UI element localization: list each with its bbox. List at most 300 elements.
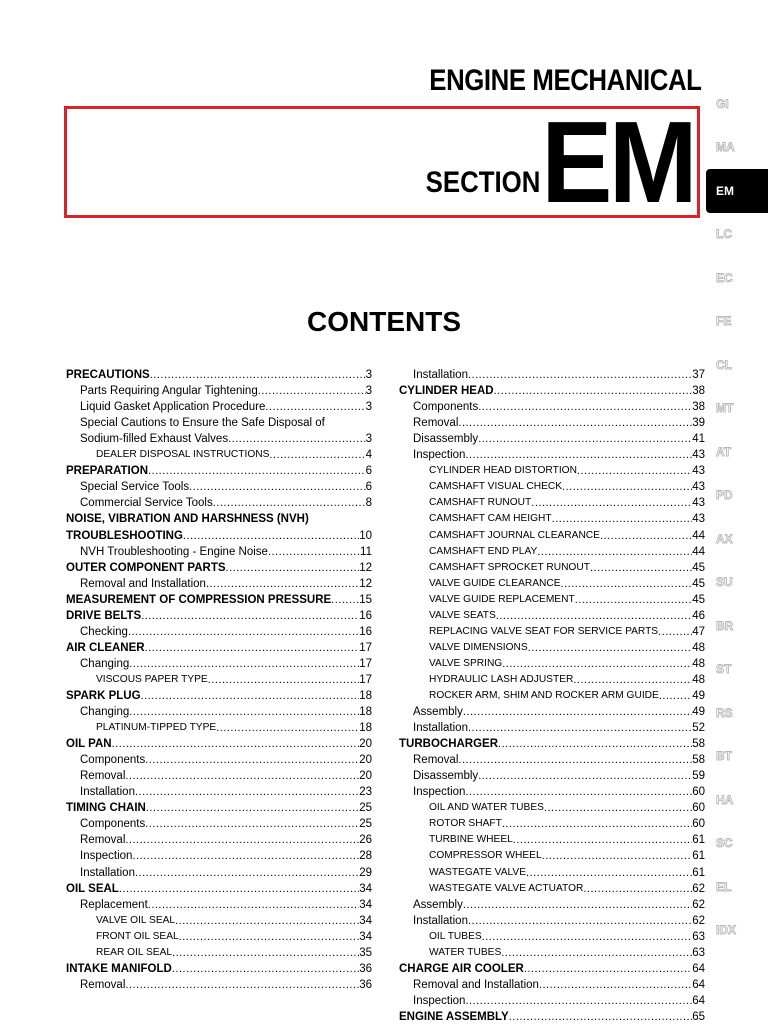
toc-entry-page: 38 (692, 401, 705, 414)
toc-entry[interactable] (66, 881, 372, 897)
toc-entry-page: 36 (359, 962, 372, 975)
toc-entry-title: HYDRAULIC LASH ADJUSTER (429, 673, 574, 685)
toc-entry[interactable] (399, 527, 705, 543)
toc-entry-title: PLATINUM-TIPPED TYPE (96, 722, 217, 734)
toc-entry[interactable] (399, 672, 705, 688)
toc-entry-page: 8 (365, 497, 372, 510)
toc-entry[interactable] (399, 688, 705, 704)
toc-dot-leader (494, 383, 693, 399)
toc-entry[interactable] (399, 367, 705, 383)
toc-entry-title: Installation (80, 786, 135, 799)
toc-entry[interactable] (399, 1009, 705, 1025)
toc-entry-title: ROTOR SHAFT (429, 818, 502, 830)
toc-entry-title: CAMSHAFT SPROCKET RUNOUT (429, 561, 590, 573)
toc-entry-title: TURBOCHARGER (399, 738, 499, 751)
section-tab-ha[interactable]: HA (716, 792, 734, 807)
toc-entry-page: 64 (692, 962, 705, 975)
toc-entry[interactable] (66, 592, 372, 608)
contents-heading: CONTENTS (307, 306, 461, 337)
toc-entry-page: 61 (692, 866, 705, 879)
toc-entry-page: 25 (359, 802, 372, 815)
toc-entry-page: 63 (692, 946, 705, 959)
toc-entry-page: 4 (365, 449, 372, 462)
toc-entry[interactable] (66, 752, 372, 768)
toc-dot-leader (228, 431, 366, 447)
toc-entry-title: DEALER DISPOSAL INSTRUCTIONS (96, 449, 270, 461)
toc-entry[interactable] (399, 945, 705, 961)
toc-entry-page: 49 (692, 689, 705, 702)
toc-entry-page: 28 (359, 850, 372, 863)
toc-entry-page: 48 (692, 673, 705, 686)
section-tab-em[interactable]: EM (706, 169, 768, 213)
toc-entry[interactable] (66, 495, 372, 511)
toc-entry[interactable] (66, 929, 372, 945)
toc-entry[interactable] (66, 463, 372, 479)
toc-entry[interactable] (399, 832, 705, 848)
toc-entry-page: 43 (692, 449, 705, 462)
toc-dot-leader (496, 608, 692, 624)
toc-dot-leader (135, 865, 359, 881)
section-code: EM (541, 97, 694, 227)
section-tab-sc[interactable]: SC (716, 836, 733, 851)
toc-entry-page: 18 (359, 722, 372, 735)
toc-entry-page: 47 (692, 625, 705, 638)
toc-entry-page: 43 (692, 465, 705, 478)
toc-entry-page: 17 (359, 657, 372, 670)
toc-entry-title: Removal and Installation (413, 978, 539, 991)
toc-entry-page: 3 (365, 385, 372, 398)
toc-entry-page: 37 (692, 369, 705, 382)
toc-entry[interactable] (66, 399, 372, 415)
toc-dot-leader (128, 624, 359, 640)
toc-entry[interactable] (399, 576, 705, 592)
toc-entry[interactable] (399, 447, 705, 463)
toc-dot-leader (189, 479, 366, 495)
toc-entry-page: 44 (692, 545, 705, 558)
toc-entry[interactable] (66, 447, 372, 463)
toc-entry-title: PRECAUTIONS (66, 369, 150, 382)
section-tab-idx[interactable]: IDX (716, 923, 737, 938)
toc-dot-leader (542, 848, 693, 864)
toc-entry-title: Parts Requiring Angular Tightening (80, 385, 258, 398)
toc-entry-title: TROUBLESHOOTING (66, 529, 183, 542)
toc-dot-leader (465, 993, 692, 1009)
toc-entry[interactable] (66, 961, 372, 977)
toc-dot-leader (129, 704, 359, 720)
toc-entry-title: Removal and Installation (80, 577, 206, 590)
section-tabs (706, 82, 768, 952)
toc-dot-leader (502, 656, 692, 672)
toc-entry-title: Sodium-filled Exhaust Valves (80, 433, 229, 446)
toc-dot-leader (331, 592, 359, 608)
toc-entry-page: 18 (359, 706, 372, 719)
toc-entry-title: OIL PAN (66, 738, 112, 751)
toc-entry-title: Installation (413, 722, 468, 735)
toc-entry-page: 62 (692, 914, 705, 927)
toc-entry[interactable] (399, 431, 705, 447)
toc-dot-leader (524, 961, 692, 977)
toc-entry-title: WATER TUBES (429, 946, 502, 958)
toc-entry[interactable] (399, 624, 705, 640)
toc-dot-leader (145, 816, 359, 832)
toc-entry-page: 45 (692, 593, 705, 606)
section-tab-mt[interactable]: MT (716, 401, 734, 416)
toc-entry[interactable] (399, 993, 705, 1009)
toc-entry[interactable] (66, 560, 372, 576)
toc-dot-leader (531, 495, 692, 511)
section-tab-ec[interactable]: EC (716, 270, 733, 285)
toc-entry-page: 39 (692, 417, 705, 430)
toc-entry-title: WASTEGATE VALVE (429, 866, 526, 878)
toc-dot-leader (141, 608, 359, 624)
toc-dot-leader (478, 399, 692, 415)
toc-entry-title: CAMSHAFT END PLAY (429, 545, 538, 557)
toc-dot-leader (125, 832, 359, 848)
toc-entry-title: VALVE SEATS (429, 609, 496, 621)
toc-dot-leader (463, 704, 692, 720)
toc-entry-page: 43 (692, 481, 705, 494)
toc-entry-title: VISCOUS PAPER TYPE (96, 673, 208, 685)
toc-dot-leader (465, 447, 692, 463)
toc-entry[interactable] (66, 768, 372, 784)
toc-entry-title: VALVE GUIDE REPLACEMENT (429, 593, 575, 605)
toc-dot-leader (216, 720, 359, 736)
section-tab-bt[interactable]: BT (716, 749, 732, 764)
toc-entry-title: CAMSHAFT JOURNAL CLEARANCE (429, 529, 600, 541)
toc-dot-leader (135, 784, 359, 800)
toc-entry-page: 16 (359, 625, 372, 638)
toc-entry-title: TURBINE WHEEL (429, 834, 513, 846)
toc-entry-page: 6 (365, 465, 372, 478)
toc-entry-title: PREPARATION (66, 465, 148, 478)
toc-entry-title: CHARGE AIR COOLER (399, 962, 524, 975)
toc-entry-title: Inspection (80, 850, 133, 863)
toc-entry-page: 43 (692, 497, 705, 510)
toc-entry-title: CAMSHAFT VISUAL CHECK (429, 481, 563, 493)
toc-entry-page: 20 (359, 770, 372, 783)
toc-entry[interactable] (399, 816, 705, 832)
toc-entry[interactable] (66, 945, 372, 961)
section-tab-lc[interactable]: LC (716, 227, 732, 242)
toc-entry-page: 26 (359, 834, 372, 847)
section-tab-st[interactable]: ST (716, 662, 732, 677)
toc-entry[interactable] (66, 367, 372, 383)
toc-entry[interactable] (66, 608, 372, 624)
toc-entry-title: Removal (80, 770, 126, 783)
toc-dot-leader (539, 977, 692, 993)
toc-entry-page: 45 (692, 577, 705, 590)
toc-entry-title: Installation (80, 866, 135, 879)
toc-entry-page: 34 (359, 914, 372, 927)
toc-entry[interactable] (66, 656, 372, 672)
toc-entry[interactable] (66, 688, 372, 704)
toc-entry[interactable] (399, 977, 705, 993)
toc-entry[interactable] (399, 929, 705, 945)
toc-entry-title: MEASUREMENT OF COMPRESSION PRESSURE (66, 593, 332, 606)
section-tab-fe[interactable]: FE (716, 314, 732, 329)
toc-entry-title: OIL AND WATER TUBES (429, 802, 544, 814)
toc-entry-page: 3 (365, 401, 372, 414)
toc-entry-title: Special Cautions to Ensure the Safe Disposal of (80, 417, 325, 430)
toc-entry-title: Inspection (413, 786, 466, 799)
toc-entry-page: 48 (692, 641, 705, 654)
toc-dot-leader (129, 656, 359, 672)
toc-entry-title: OUTER COMPONENT PARTS (66, 561, 226, 574)
toc-entry-title: DRIVE BELTS (66, 609, 142, 622)
toc-entry[interactable] (66, 415, 372, 431)
toc-dot-leader (175, 913, 359, 929)
toc-entry-title: Checking (80, 625, 128, 638)
toc-dot-leader (458, 415, 692, 431)
toc-entry[interactable] (66, 704, 372, 720)
toc-entry-title: ROCKER ARM, SHIM AND ROCKER ARM GUIDE (429, 689, 659, 701)
toc-dot-leader (150, 367, 366, 383)
toc-entry[interactable] (66, 913, 372, 929)
toc-dot-leader (208, 672, 359, 688)
toc-entry-page: 34 (359, 930, 372, 943)
toc-entry-page: 43 (692, 513, 705, 526)
toc-dot-leader (465, 784, 692, 800)
toc-entry-page: 3 (365, 369, 372, 382)
toc-entry[interactable] (399, 399, 705, 415)
toc-entry-title: AIR CLEANER (66, 641, 145, 654)
toc-dot-leader (526, 865, 692, 881)
toc-entry[interactable] (66, 544, 372, 560)
toc-entry-page: 15 (359, 593, 372, 606)
section-tab-cl[interactable]: CL (716, 357, 732, 372)
toc-entry-title: Removal (413, 417, 459, 430)
toc-dot-leader (265, 399, 365, 415)
section-tab-br[interactable]: BR (716, 618, 734, 633)
toc-entry-title: Disassembly (413, 770, 479, 783)
toc-entry-page: 38 (692, 385, 705, 398)
toc-entry-page: 64 (692, 994, 705, 1007)
toc-entry[interactable] (66, 527, 372, 543)
toc-entry[interactable] (66, 640, 372, 656)
toc-entry[interactable] (66, 736, 372, 752)
toc-dot-leader (513, 832, 692, 848)
toc-entry[interactable] (66, 977, 372, 993)
toc-entry[interactable] (399, 415, 705, 431)
toc-entry-page: 44 (692, 529, 705, 542)
toc-entry[interactable] (399, 897, 705, 913)
toc-entry-title: Removal (413, 754, 459, 767)
toc-dot-leader (183, 528, 359, 544)
toc-dot-leader (478, 431, 692, 447)
toc-entry-page: 58 (692, 738, 705, 751)
toc-dot-leader (268, 544, 360, 560)
toc-entry-title: Changing (80, 706, 130, 719)
toc-entry[interactable] (66, 800, 372, 816)
toc-entry[interactable] (399, 736, 705, 752)
toc-entry-title: CYLINDER HEAD (399, 385, 494, 398)
toc-dot-leader (502, 816, 692, 832)
toc-entry-page: 62 (692, 898, 705, 911)
toc-dot-leader (501, 945, 692, 961)
toc-dot-leader (269, 447, 365, 463)
toc-entry[interactable] (399, 784, 705, 800)
section-tab-ax[interactable]: AX (716, 531, 733, 546)
toc-entry[interactable] (399, 848, 705, 864)
toc-entry-page: 16 (359, 609, 372, 622)
toc-entry[interactable] (399, 463, 705, 479)
toc-entry[interactable] (399, 479, 705, 495)
section-tab-su[interactable]: SU (716, 575, 733, 590)
toc-entry-page: 34 (359, 882, 372, 895)
toc-entry[interactable] (399, 640, 705, 656)
toc-entry-title: SPARK PLUG (66, 689, 141, 702)
toc-entry[interactable] (66, 848, 372, 864)
toc-dot-leader (468, 720, 692, 736)
toc-entry-title: Commercial Service Tools (80, 497, 213, 510)
toc-entry-page: 63 (692, 930, 705, 943)
toc-entry[interactable] (66, 383, 372, 399)
section-tab-gi[interactable]: GI (716, 96, 729, 111)
section-label: SECTION (425, 166, 540, 199)
section-tab-el[interactable]: EL (716, 879, 732, 894)
toc-entry[interactable] (399, 511, 705, 527)
section-tab-at[interactable]: AT (716, 444, 732, 459)
toc-entry[interactable] (66, 624, 372, 640)
toc-dot-leader (590, 560, 692, 576)
toc-entry[interactable] (66, 784, 372, 800)
toc-entry-title: OIL SEAL (66, 882, 119, 895)
toc-dot-leader (258, 383, 366, 399)
toc-dot-leader (575, 592, 693, 608)
toc-dot-leader (562, 479, 692, 495)
toc-entry-page: 36 (359, 978, 372, 991)
toc-left-column (66, 367, 372, 993)
toc-entry-title: Liquid Gasket Application Procedure (80, 401, 266, 414)
section-tab-pd[interactable]: PD (716, 488, 733, 503)
toc-entry-title: VALVE OIL SEAL (96, 914, 176, 926)
toc-entry[interactable] (399, 752, 705, 768)
toc-entry[interactable] (66, 479, 372, 495)
toc-entry[interactable] (66, 832, 372, 848)
toc-dot-leader (478, 768, 692, 784)
toc-entry[interactable] (66, 576, 372, 592)
toc-entry-title: REPLACING VALVE SEAT FOR SERVICE PARTS (429, 625, 659, 637)
toc-entry-page: 11 (360, 545, 372, 558)
toc-dot-leader (132, 848, 359, 864)
toc-dot-leader (146, 800, 359, 816)
toc-entry-title: CAMSHAFT CAM HEIGHT (429, 513, 552, 525)
toc-entry[interactable] (399, 383, 705, 399)
toc-entry-page: 10 (359, 529, 372, 542)
toc-dot-leader (468, 913, 692, 929)
toc-entry-title: CAMSHAFT RUNOUT (429, 497, 532, 509)
toc-entry-page: 6 (365, 481, 372, 494)
toc-entry-title: Removal (80, 834, 126, 847)
toc-entry-title: VALVE SPRING (429, 657, 503, 669)
toc-entry[interactable] (66, 431, 372, 447)
toc-dot-leader (573, 672, 692, 688)
toc-entry[interactable] (66, 864, 372, 880)
toc-dot-leader (206, 576, 359, 592)
toc-entry[interactable] (399, 704, 705, 720)
toc-entry-page: 25 (359, 818, 372, 831)
toc-dot-leader (659, 688, 692, 704)
section-tab-ma[interactable]: MA (716, 140, 735, 155)
toc-entry-page: 45 (692, 561, 705, 574)
toc-entry[interactable] (399, 656, 705, 672)
toc-dot-leader (213, 495, 366, 511)
toc-entry[interactable] (399, 913, 705, 929)
toc-entry-page: 34 (359, 898, 372, 911)
toc-entry-title: WASTEGATE VALVE ACTUATOR (429, 882, 584, 894)
toc-dot-leader (112, 736, 360, 752)
toc-entry[interactable] (66, 816, 372, 832)
toc-entry[interactable] (399, 608, 705, 624)
toc-entry[interactable] (399, 881, 705, 897)
toc-dot-leader (226, 560, 360, 576)
toc-dot-leader (482, 929, 693, 945)
toc-entry[interactable] (66, 720, 372, 736)
toc-dot-leader (561, 576, 693, 592)
toc-entry-title: Components (80, 754, 146, 767)
toc-entry-page: 17 (359, 641, 372, 654)
toc-dot-leader (468, 367, 692, 383)
toc-entry-title: Assembly (413, 706, 463, 719)
toc-entry-title: REAR OIL SEAL (96, 946, 173, 958)
toc-dot-leader (552, 511, 693, 527)
toc-entry-page: 20 (359, 754, 372, 767)
toc-entry-page: 29 (359, 866, 372, 879)
toc-entry-title: Inspection (413, 449, 466, 462)
toc-entry[interactable] (399, 800, 705, 816)
toc-entry-title: NVH Troubleshooting - Engine Noise (80, 545, 268, 558)
toc-entry[interactable] (399, 495, 705, 511)
toc-entry-page: 59 (692, 770, 705, 783)
toc-entry-title: CYLINDER HEAD DISTORTION (429, 465, 577, 477)
toc-entry-title: INTAKE MANIFOLD (66, 962, 172, 975)
toc-entry-page: 18 (359, 689, 372, 702)
toc-entry[interactable] (399, 560, 705, 576)
toc-entry[interactable] (399, 768, 705, 784)
toc-entry[interactable] (66, 897, 372, 913)
toc-entry-title: COMPRESSOR WHEEL (429, 850, 542, 862)
toc-dot-leader (172, 945, 359, 961)
toc-entry-page: 58 (692, 754, 705, 767)
toc-entry[interactable] (66, 672, 372, 688)
toc-entry-title: NOISE, VIBRATION AND HARSHNESS (NVH) (66, 513, 309, 526)
toc-entry-page: 3 (365, 433, 372, 446)
toc-entry[interactable] (399, 544, 705, 560)
toc-dot-leader (463, 897, 692, 913)
toc-right-column (399, 367, 705, 1025)
toc-entry[interactable] (399, 864, 705, 880)
toc-entry-title: Installation (413, 369, 468, 382)
toc-entry-page: 61 (692, 850, 705, 863)
page-title: ENGINE MECHANICAL (429, 64, 702, 97)
toc-entry[interactable] (399, 592, 705, 608)
toc-entry-title: Replacement (80, 898, 148, 911)
toc-dot-leader (583, 881, 692, 897)
toc-entry[interactable] (399, 961, 705, 977)
toc-entry-page: 35 (359, 946, 372, 959)
toc-entry[interactable] (399, 720, 705, 736)
toc-entry-page: 20 (359, 738, 372, 751)
toc-entry-page: 46 (692, 609, 705, 622)
toc-entry-page: 12 (359, 561, 372, 574)
toc-entry-page: 23 (359, 786, 372, 799)
toc-entry-title: VALVE DIMENSIONS (429, 641, 528, 653)
toc-entry-page: 17 (359, 673, 372, 686)
section-tab-rs[interactable]: RS (716, 705, 733, 720)
toc-entry[interactable] (66, 511, 372, 527)
toc-dot-leader (145, 640, 360, 656)
toc-entry-title: OIL TUBES (429, 930, 482, 942)
